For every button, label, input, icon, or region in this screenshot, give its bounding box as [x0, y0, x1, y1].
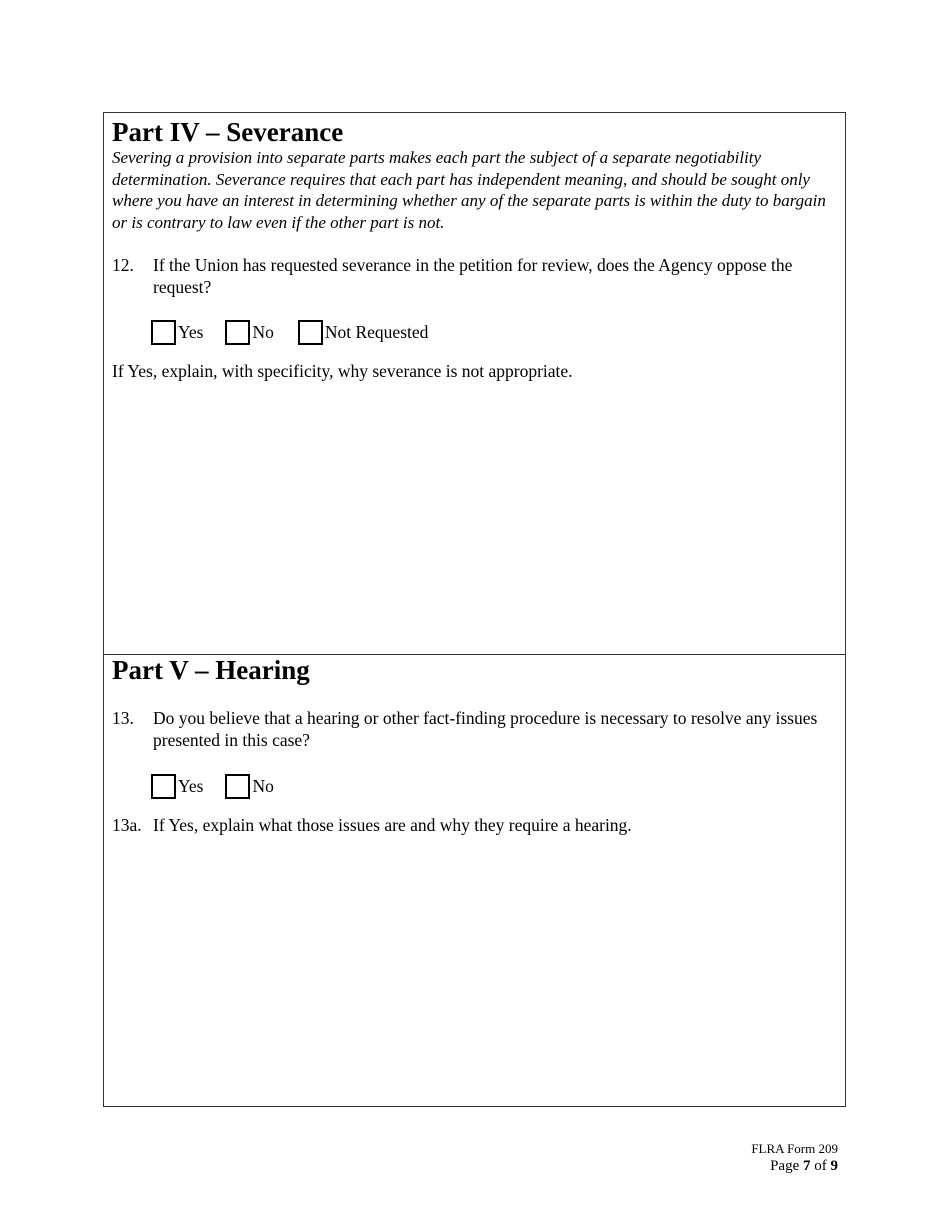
part-iv-title: Part IV – Severance [112, 117, 344, 147]
severance-explanation-area[interactable] [112, 389, 837, 650]
form-identifier: FLRA Form 209 [751, 1141, 838, 1156]
part-iv-section [104, 113, 845, 655]
part-v-title: Part V – Hearing [112, 655, 310, 685]
page-current: 7 [803, 1158, 811, 1174]
q12-not-requested-option[interactable] [298, 320, 429, 345]
q12-yes-checkbox[interactable] [151, 320, 176, 345]
q12-no-checkbox[interactable] [225, 320, 250, 345]
q12-not-requested-label: Not Requested [324, 321, 429, 342]
q13-yes-checkbox[interactable] [151, 774, 176, 799]
form-box [103, 112, 846, 1107]
page-prefix: Page [770, 1158, 800, 1174]
question-13-text: Do you believe that a hearing or other fact-finding procedure is necessary to resolve any issues presented in this case? [153, 708, 818, 750]
part-v-section [104, 654, 845, 1106]
severance-intro: Severing a provision into separate parts makes each part the subject of a separate negotiability determination. Severance requires that each part has independent meaning, and should be sought only where you have an interest in determining whether any of the separate parts is within the duty to bargain or is contrary to law even if the other part is not. [112, 148, 826, 232]
question-13-number: 13. [112, 708, 134, 728]
question-13a-text: If Yes, explain what those issues are and why they require a hearing. [153, 815, 632, 835]
question-12-options [151, 318, 450, 346]
severance-explain-prompt: If Yes, explain, with specificity, why severance is not appropriate. [112, 361, 573, 381]
q12-no-label: No [252, 321, 274, 342]
page-total: 9 [830, 1158, 838, 1174]
question-12-number: 12. [112, 255, 134, 275]
question-13a-number: 13a. [112, 815, 142, 835]
q13-yes-option[interactable] [151, 774, 203, 799]
q12-not-requested-checkbox[interactable] [298, 320, 323, 345]
page-of: of [814, 1158, 827, 1174]
q12-no-option[interactable] [225, 320, 273, 345]
q13-no-checkbox[interactable] [225, 774, 250, 799]
q13-yes-label: Yes [178, 775, 204, 796]
q13-no-option[interactable] [225, 774, 273, 799]
question-12-text: If the Union has requested severance in the petition for review, does the Agency oppose the request? [153, 255, 793, 297]
page-number [751, 1157, 838, 1175]
q12-yes-option[interactable] [151, 320, 203, 345]
question-13-options [151, 772, 296, 800]
q13-no-label: No [252, 775, 274, 796]
page-footer [751, 1141, 838, 1175]
hearing-explanation-area[interactable] [112, 844, 837, 1102]
q12-yes-label: Yes [178, 321, 204, 342]
